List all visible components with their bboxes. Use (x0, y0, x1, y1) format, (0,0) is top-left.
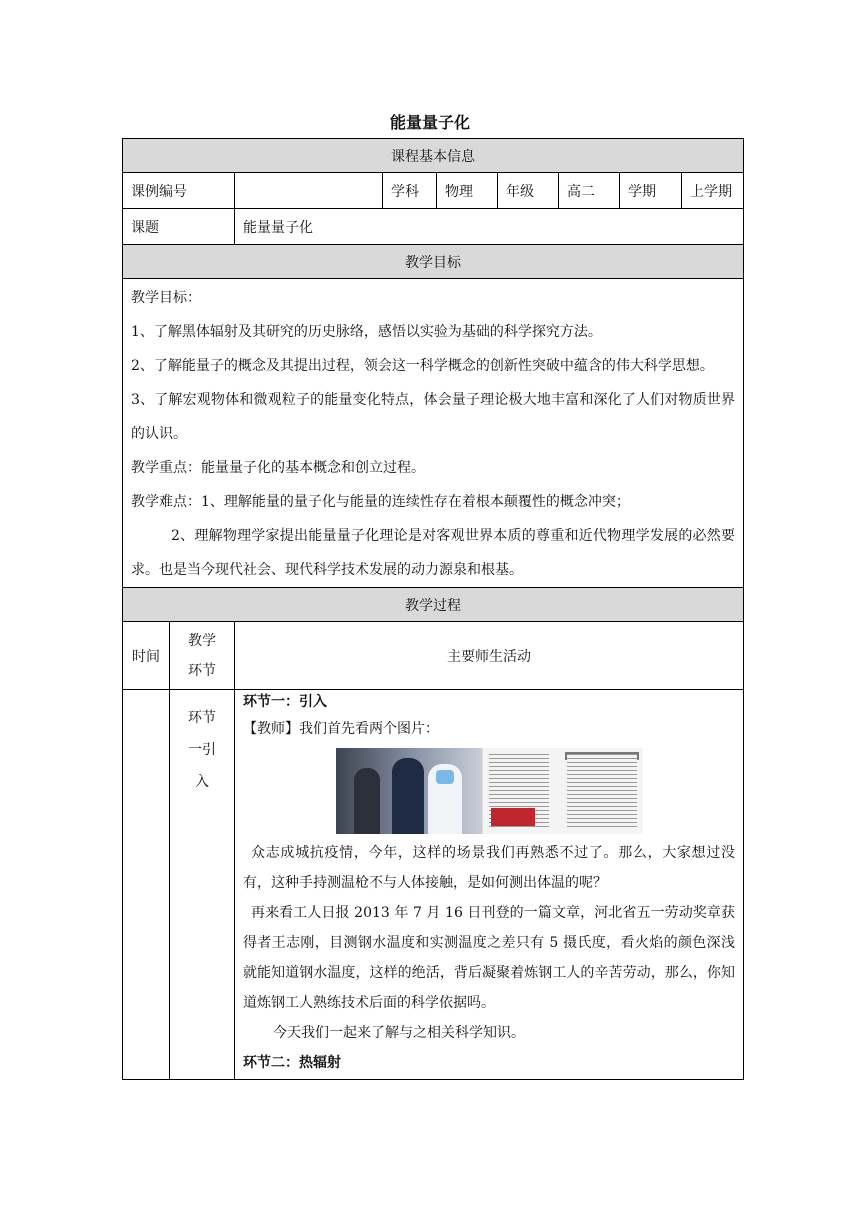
col-time-header: 时间 (123, 622, 170, 690)
images-row (243, 748, 735, 834)
activity-heading-2: 环节二：热辐射 (243, 1055, 341, 1071)
newspaper-image (482, 748, 643, 834)
topic-label: 课题 (123, 209, 235, 245)
col-stage-header: 教学环节 (170, 622, 235, 690)
goals-content (123, 279, 744, 588)
activity-paragraph: 再来看工人日报 2013 年 7 月 16 日刊登的一篇文章，河北省五一劳动奖章获得者王志刚，目测钢水温度和实测温度之差只有 5 摄氏度，看火焰的颜色深浅就能知道钢水温度，这样的绝活，背后凝聚着炼钢工人的辛苦劳动，那么，你知道炼钢工人熟练技术后面的科学依据吗。 (243, 905, 736, 1011)
col-activity-header: 主要师生活动 (235, 622, 744, 690)
subject-value: 物理 (437, 173, 498, 209)
activity-content (235, 690, 744, 1080)
document-title: 能量量子化 (389, 113, 470, 132)
goals-line: 3、了解宏观物体和微观粒子的能量变化特点，体会量子理论极大地丰富和深化了人们对物质世界的认识。 (131, 392, 736, 442)
term-value: 上学期 (682, 173, 744, 209)
case-no-value (235, 173, 383, 209)
goals-line: 教学目标： (131, 290, 201, 306)
goals-line: 1、了解黑体辐射及其研究的历史脉络，感悟以实验为基础的科学探究方法。 (131, 324, 602, 340)
stage-1-label: 环节一引入 (170, 690, 235, 1080)
goals-line: 2、了解能量子的概念及其提出过程，领会这一科学概念的创新性突破中蕴含的伟大科学思想。 (131, 358, 714, 374)
grade-value: 高二 (559, 173, 620, 209)
goals-line: 2、理解物理学家提出能量量子化理论是对客观世界本质的尊重和近代物理学发展的必然要求。也是当今现代社会、现代科学技术发展的动力源泉和根基。 (131, 528, 736, 578)
section-process: 教学过程 (123, 588, 744, 622)
activity-paragraph: 众志成城抗疫情，今年，这样的场景我们再熟悉不过了。那么，大家想过没有，这种手持测温枪不与人体接触，是如何测出体温的呢？ (243, 845, 736, 891)
subject-label: 学科 (383, 173, 437, 209)
term-label: 学期 (620, 173, 682, 209)
topic-value: 能量量子化 (235, 209, 744, 245)
lesson-plan-table (122, 138, 744, 1080)
goals-line: 教学重点：能量量子化的基本概念和创立过程。 (131, 460, 425, 476)
case-no-label: 课例编号 (123, 173, 235, 209)
activity-paragraph: 今天我们一起来了解与之相关科学知识。 (273, 1025, 525, 1041)
section-goals: 教学目标 (123, 245, 744, 279)
temperature-check-photo (336, 748, 482, 834)
teacher-line: 【教师】我们首先看两个图片： (243, 721, 439, 737)
time-cell (123, 690, 170, 1080)
activity-heading-1: 环节一：引入 (243, 694, 327, 710)
grade-label: 年级 (498, 173, 559, 209)
goals-line: 教学难点：1、理解能量的量子化与能量的连续性存在着根本颠覆性的概念冲突； (131, 494, 630, 510)
section-basic-info: 课程基本信息 (123, 139, 744, 173)
